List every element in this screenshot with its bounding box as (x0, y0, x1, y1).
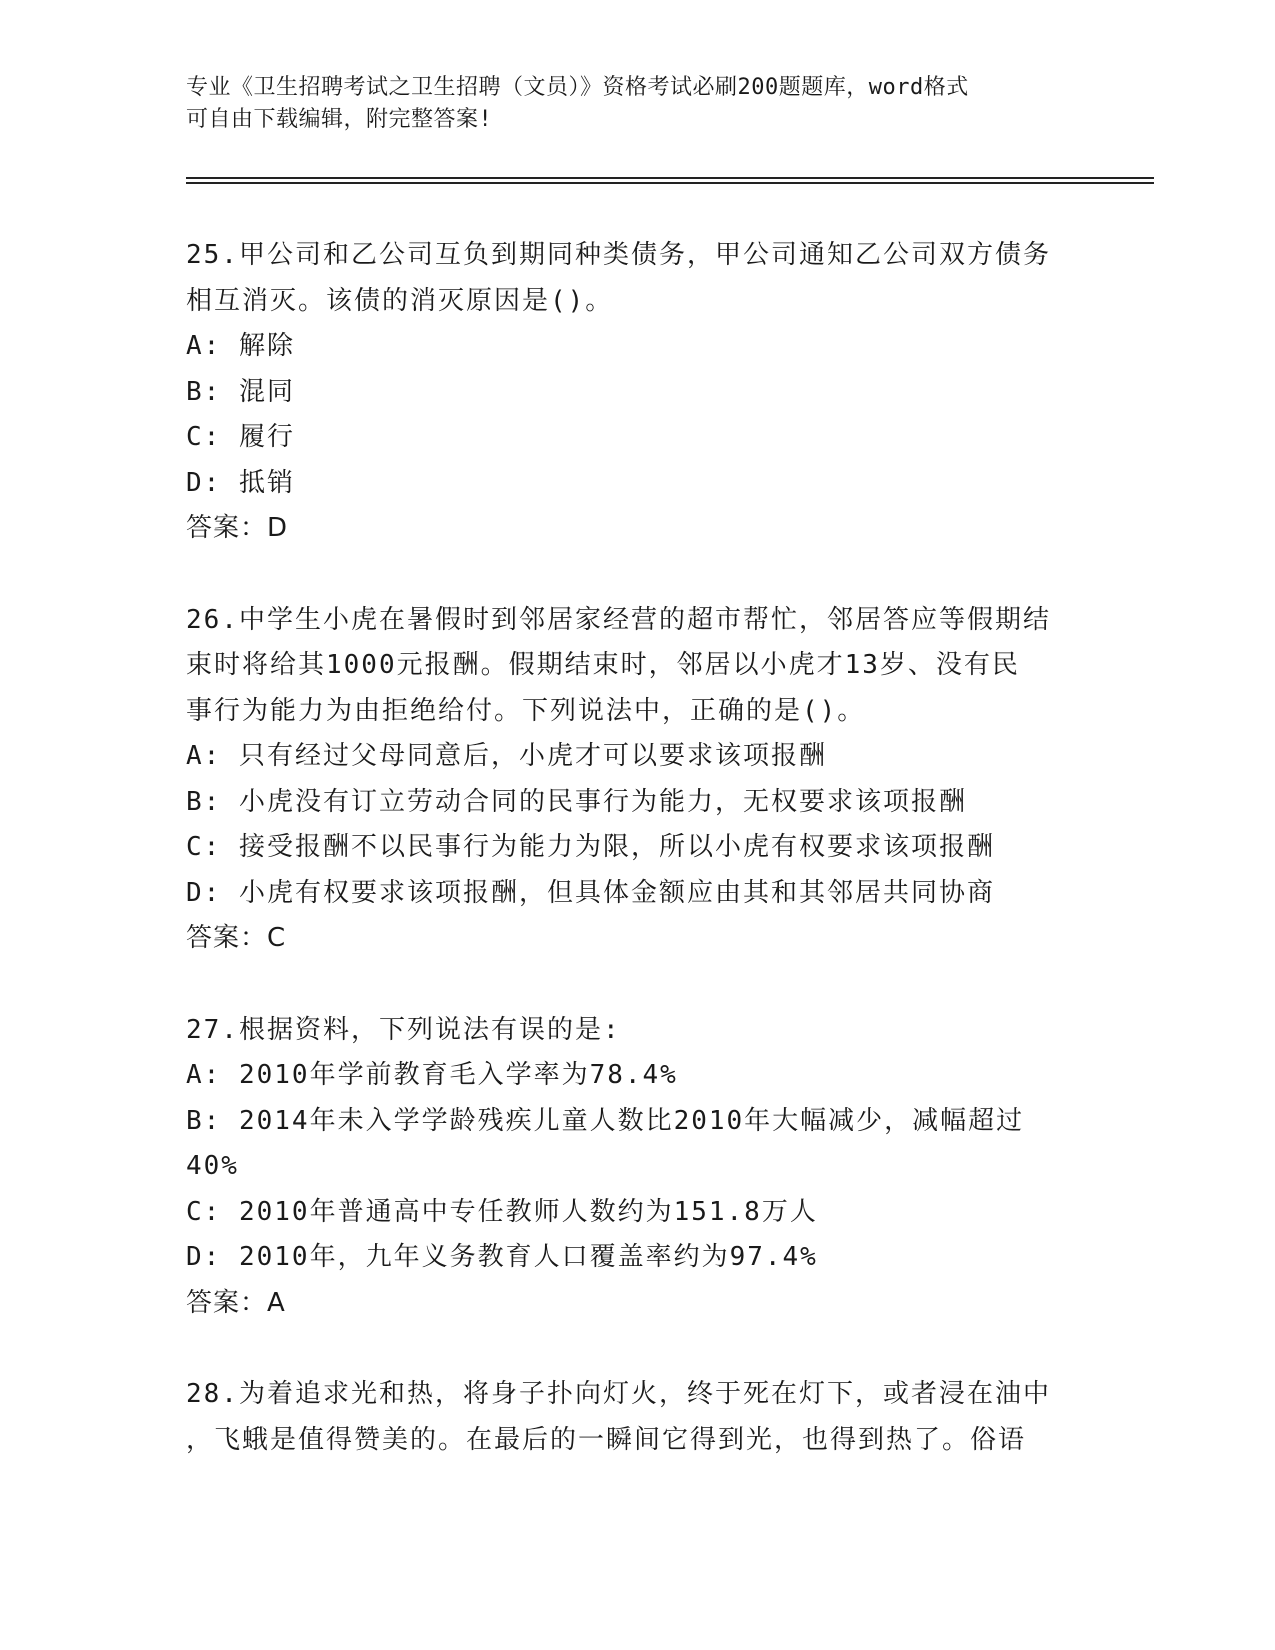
answer-line: 答案：D (186, 513, 289, 543)
question-25 (186, 233, 1086, 552)
question-26 (186, 598, 1086, 962)
question-stem-line: 26.中学生小虎在暑假时到邻居家经营的超市帮忙，邻居答应等假期结 (186, 604, 1051, 635)
question-stem-line: 25.甲公司和乙公司互负到期同种类债务，甲公司通知乙公司双方债务 (186, 240, 1051, 270)
option-c: C: 接受报酬不以民事行为能力为限，所以小虎有权要求该项报酬 (186, 832, 995, 862)
option-a: A: 只有经过父母同意后，小虎才可以要求该项报酬 (186, 741, 827, 771)
option-d: D: 抵销 (186, 467, 295, 498)
header-divider-bottom (186, 182, 1154, 184)
header-divider-top (186, 177, 1154, 179)
option-b: B: 2014年未入学学龄残疾儿童人数比2010年大幅减少，减幅超过 (186, 1105, 1025, 1136)
option-c: C: 2010年普通高中专任教师人数约为151.8万人 (186, 1196, 818, 1227)
question-27 (186, 1008, 1086, 1327)
question-stem-line: 27.根据资料，下列说法有误的是: (186, 1014, 621, 1045)
header-line-1: 专业《卫生招聘考试之卫生招聘（文员）》资格考试必刷200题题库，word格式 (186, 75, 969, 100)
option-a: A: 解除 (186, 331, 295, 361)
option-d: D: 小虎有权要求该项报酬，但具体金额应由其和其邻居共同协商 (186, 877, 995, 908)
option-c: C: 履行 (186, 422, 295, 452)
option-b: B: 小虎没有订立劳动合同的民事行为能力，无权要求该项报酬 (186, 786, 967, 817)
question-stem-line: 事行为能力为由拒绝给付。下列说法中，正确的是()。 (186, 695, 866, 726)
option-a: A: 2010年学前教育毛入学率为78.4% (186, 1060, 678, 1090)
question-list (186, 233, 1086, 1509)
question-stem-line: 28.为着追求光和热，将身子扑向灯火，终于死在灯下，或者浸在油中 (186, 1379, 1051, 1409)
answer-line: 答案：C (186, 923, 287, 953)
option-b: B: 混同 (186, 376, 295, 407)
option-d: D: 2010年，九年义务教育人口覆盖率约为97.4% (186, 1242, 818, 1272)
question-stem-line: ，飞蛾是值得赞美的。在最后的一瞬间它得到光，也得到热了。俗语 (186, 1424, 1027, 1455)
option-b-continued: 40% (186, 1151, 239, 1181)
document-header (186, 72, 1086, 136)
question-stem-line: 束时将给其1000元报酬。假期结束时，邻居以小虎才13岁、没有民 (186, 650, 1020, 680)
question-stem-line: 相互消灭。该债的消灭原因是()。 (186, 285, 614, 316)
header-line-2: 可自由下载编辑，附完整答案! (186, 107, 493, 132)
answer-line: 答案：A (186, 1287, 286, 1318)
question-28 (186, 1372, 1086, 1463)
